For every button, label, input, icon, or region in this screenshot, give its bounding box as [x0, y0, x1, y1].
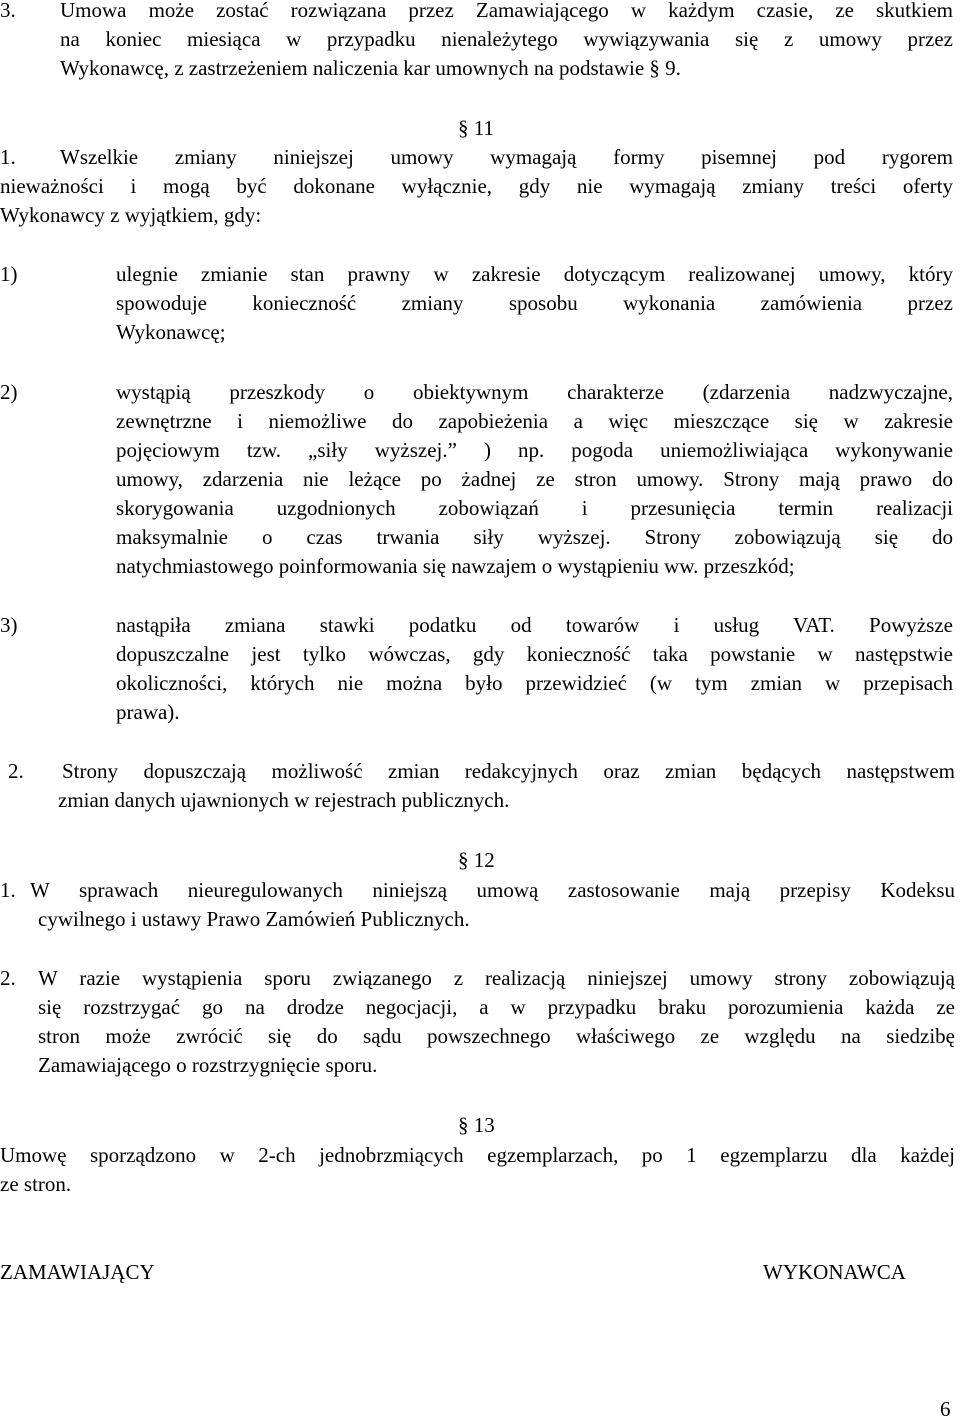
paragraph-line: Wykonawcy z wyjątkiem, gdy: [0, 203, 262, 227]
paragraph-line: ze stron. [0, 1172, 72, 1196]
paragraph-line: Wszelkie zmiany niniejszej umowy wymagają formy pisemnej pod rygorem [60, 145, 953, 169]
paragraph-line: Zamawiającego o rozstrzygnięcie sporu. [38, 1053, 378, 1077]
list-item-line: ulegnie zmianie stan prawny w zakresie dotyczącym realizowanej umowy, który [116, 262, 953, 286]
list-item-line: Wykonawcę; [116, 320, 226, 344]
paragraph-number: 3. [0, 0, 16, 22]
list-item-line: okoliczności, których nie można było przewidzieć (w tym zmian w przepisach [116, 671, 953, 695]
paragraph-line: Umowa może zostać rozwiązana przez Zamawiającego w każdym czasie, ze skutkiem [60, 0, 953, 22]
section-heading: § 11 [458, 116, 494, 140]
signature-label-contractor: WYKONAWCA [763, 1260, 906, 1284]
list-item-line: maksymalnie o czas trwania siły wyższej. Strony zobowiązują się do [116, 525, 953, 549]
paragraph-line: na koniec miesiąca w przypadku nienależytego wywiązywania się z umowy przez [60, 27, 953, 51]
paragraph-number: 1. [0, 878, 16, 902]
paragraph-line: stron może zwrócić się do sądu powszechnego właściwego ze względu na siedzibę [38, 1024, 955, 1048]
paragraph-number: 2. [8, 759, 24, 783]
list-item-line: dopuszczalne jest tylko wówczas, gdy konieczność taka powstanie w następstwie [116, 642, 953, 666]
paragraph-line: W sprawach nieuregulowanych niniejszą umową zastosowanie mają przepisy Kodeksu [30, 878, 955, 902]
list-item-line: nastąpiła zmiana stawki podatku od towarów i usług VAT. Powyższe [116, 613, 953, 637]
list-item-line: natychmiastowego poinformowania się nawzajem o wystąpieniu ww. przeszkód; [116, 554, 795, 578]
section-heading: § 12 [458, 848, 495, 872]
paragraph-line: się rozstrzygać go na drodze negocjacji, a w przypadku braku porozumienia każda ze [38, 995, 955, 1019]
paragraph-line: Wykonawcę, z zastrzeżeniem naliczenia kar umownych na podstawie § 9. [60, 56, 681, 80]
paragraph-line: cywilnego i ustawy Prawo Zamówień Publicznych. [38, 907, 470, 931]
paragraph-line: Umowę sporządzono w 2-ch jednobrzmiących egzemplarzach, po 1 egzemplarzu dla każdej [0, 1143, 955, 1167]
list-item-line: wystąpią przeszkody o obiektywnym charakterze (zdarzenia nadzwyczajne, [116, 380, 953, 404]
page-number: 6 [940, 1397, 951, 1421]
paragraph-line: Strony dopuszczają możliwość zmian redakcyjnych oraz zmian będących następstwem [62, 759, 955, 783]
list-item-line: skorygowania uzgodnionych zobowiązań i przesunięcia termin realizacji [116, 496, 953, 520]
list-item-line: spowoduje konieczność zmiany sposobu wykonania zamówienia przez [116, 291, 953, 315]
list-item-number: 2) [0, 380, 18, 404]
paragraph-line: W razie wystąpienia sporu związanego z realizacją niniejszej umowy strony zobowiązują [38, 966, 955, 990]
list-item-line: pojęciowym tzw. „siły wyższej.” ) np. pogoda uniemożliwiająca wykonywanie [116, 438, 953, 462]
section-heading: § 13 [458, 1113, 495, 1137]
list-item-number: 1) [0, 262, 18, 286]
paragraph-number: 1. [0, 145, 16, 169]
paragraph-number: 2. [0, 966, 16, 990]
paragraph-line: nieważności i mogą być dokonane wyłącznie, gdy nie wymagają zmiany treści oferty [0, 174, 953, 198]
signature-label-ordering-party: ZAMAWIAJĄCY [0, 1260, 155, 1284]
list-item-number: 3) [0, 613, 18, 637]
paragraph-line: zmian danych ujawnionych w rejestrach publicznych. [58, 788, 510, 812]
list-item-line: umowy, zdarzenia nie leżące po żadnej ze stron umowy. Strony mają prawo do [116, 467, 953, 491]
list-item-line: prawa). [116, 700, 180, 724]
list-item-line: zewnętrzne i niemożliwe do zapobieżenia a więc mieszczące się w zakresie [116, 409, 953, 433]
